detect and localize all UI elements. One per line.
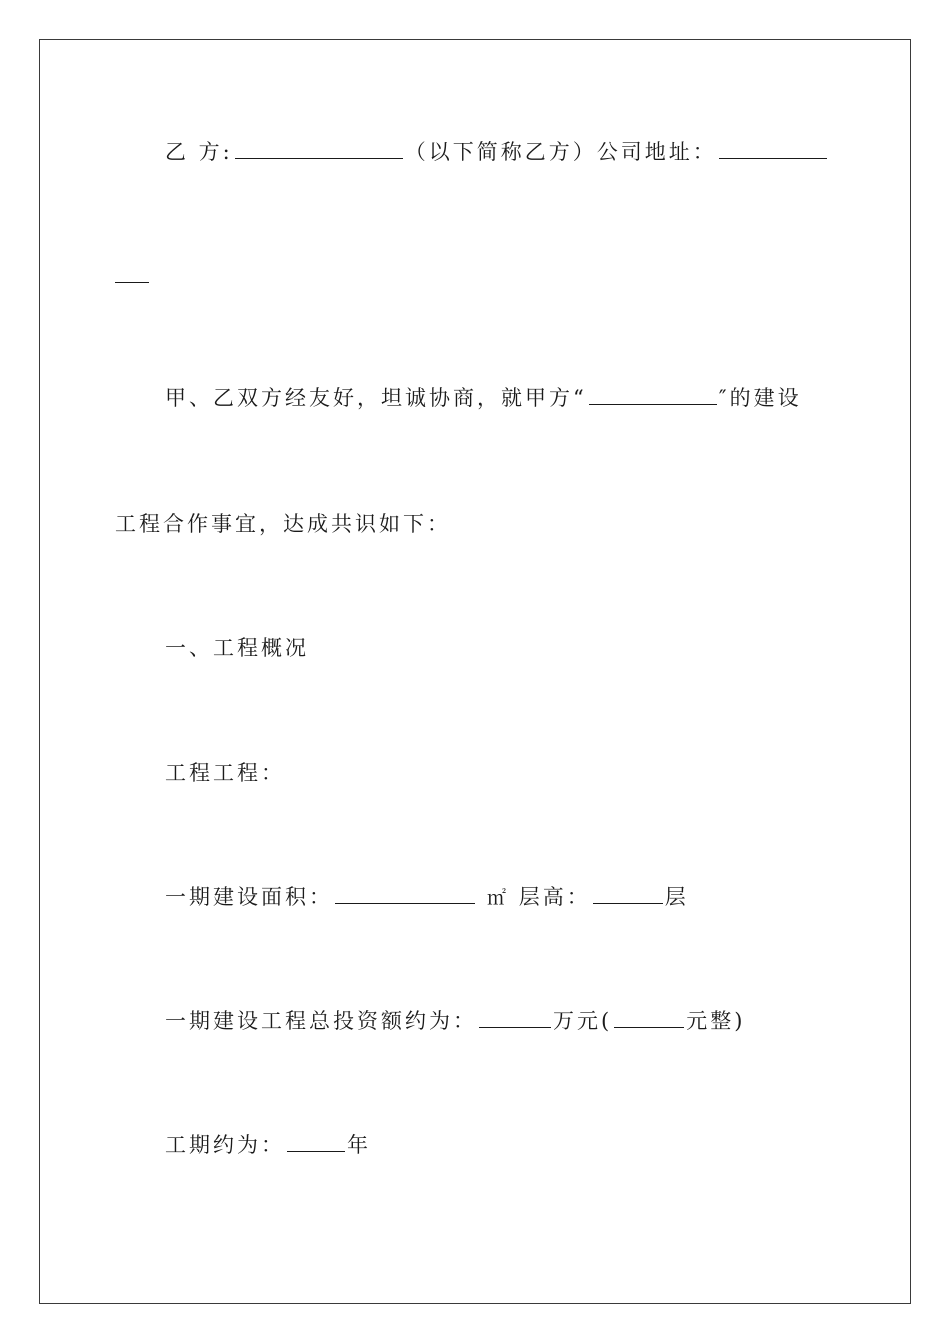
area-line [165, 883, 689, 912]
period-blank [287, 1131, 345, 1152]
intro-text-3: 工程合作事宜，达成共识如下： [115, 512, 451, 536]
section-heading-text: 一、工程概况 [165, 636, 309, 660]
page-border [39, 39, 911, 1304]
floors-unit: 层 [664, 885, 689, 909]
intro-line-1 [165, 384, 802, 412]
party-b-line [165, 138, 827, 166]
investment-wan-unit: 万元( [553, 1009, 613, 1033]
section-heading [165, 634, 309, 662]
period-label: 工期约为： [165, 1133, 285, 1157]
address-label: 公司地址： [596, 140, 717, 164]
party-b-name-blank [235, 138, 403, 159]
investment-label: 一期建设工程总投资额约为： [165, 1009, 477, 1033]
investment-wan-blank [479, 1007, 551, 1028]
period-line [165, 1131, 371, 1159]
project-name-blank [589, 384, 717, 405]
address-blank-continuation-line [115, 262, 151, 290]
intro-text-2: ″的建设 [718, 386, 802, 410]
floors-label: 层高： [518, 885, 591, 909]
investment-yuan-unit: 元整) [686, 1009, 746, 1033]
period-unit: 年 [347, 1133, 371, 1157]
address-blank [719, 138, 827, 159]
area-blank [335, 883, 475, 904]
floors-blank [593, 883, 663, 904]
project-line [165, 759, 285, 787]
project-label: 工程工程： [165, 761, 285, 785]
party-b-label: 乙 方: [165, 140, 233, 164]
area-unit: ㎡ [487, 887, 510, 909]
area-label: 一期建设面积： [165, 885, 333, 909]
intro-line-2 [115, 510, 451, 538]
intro-text-1: 甲、乙双方经友好，坦诚协商，就甲方“ [165, 386, 587, 410]
address-blank-continuation [115, 262, 149, 283]
party-b-note: （以下简称乙方） [404, 140, 597, 164]
investment-line [165, 1007, 745, 1035]
investment-yuan-blank [614, 1007, 684, 1028]
